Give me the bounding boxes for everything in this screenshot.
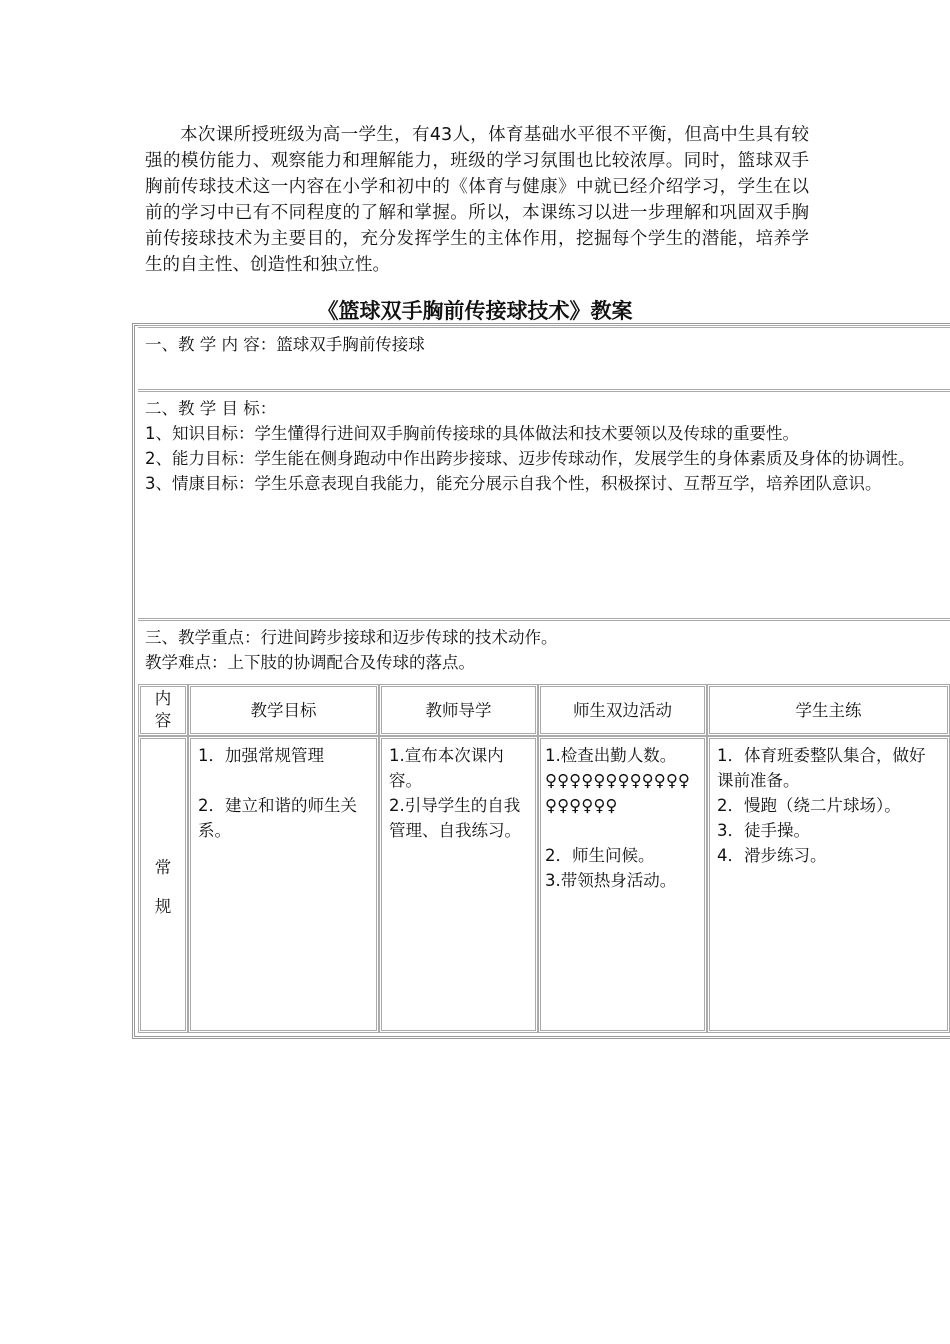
goal-item: 2．建立和谐的师生关系。 [198, 796, 357, 840]
activity-item: 2．师生问候。 [545, 846, 655, 865]
practice-item: 4．滑步练习。 [717, 846, 827, 865]
section-key-points [138, 618, 950, 686]
cell-activities [538, 736, 707, 1033]
activity-item: 1.检查出勤人数。 [545, 746, 677, 765]
goal-item: 1．加强常规管理 [198, 746, 324, 765]
goal-knowledge: 1、知识目标：学生懂得行进间双手胸前传接球的具体做法和技术要领以及传球的重要性。 [145, 424, 799, 443]
activity-item: 3.带领热身活动。 [545, 871, 677, 890]
goal-emotion: 3、情康目标：学生乐意表现自我能力，能充分展示自我个性，积极探讨、互帮互学，培养团队意识。 [145, 474, 882, 493]
teaching-goals-heading: 二、教 学 目 标： [145, 399, 277, 418]
practice-item: 2．慢跑（绕二片球场）。 [717, 796, 901, 815]
table-header-row [138, 684, 950, 736]
practice-item: 1．体育班委整队集合，做好课前准备。 [717, 746, 926, 790]
table-row-routine [138, 736, 950, 1033]
intro-paragraph: 本次课所授班级为高一学生，有43人，体育基础水平很不平衡，但高中生具有较强的模仿能力、观察能力和理解能力，班级的学习氛围也比较浓厚。同时，篮球双手胸前传球技术这一内容在小学和初中的《体育与健康》中就已经介绍学习，学生在以前的学习中已有不同程度的了解和掌握。所以，本课练习以进一步理解和巩固双手胸前传接球技术为主要目的，充分发挥学生的主体作用，挖掘每个学生的潜能，培养学生的自主性、创造性和独立性。 [145, 125, 809, 275]
header-two-way-activity: 师生双边活动 [538, 684, 707, 736]
goal-ability: 2、能力目标：学生能在侧身跑动中作出跨步接球、迈步传球动作，发展学生的身体素质及身体的协调性。 [145, 449, 915, 468]
cell-guide [379, 736, 538, 1033]
key-point-text: 三、教学重点：行进间跨步接球和迈步传球的技术动作。 [145, 628, 558, 647]
practice-item: 3．徒手操。 [717, 821, 810, 840]
section-teaching-content [138, 325, 950, 391]
difficulty-text: 教学难点：上下肢的协调配合及传球的落点。 [145, 653, 475, 672]
header-teacher-guide: 教师导学 [379, 684, 538, 736]
cell-goals [188, 736, 379, 1033]
formation-symbols: ♀♀♀♀♀♀♀♀♀♀♀♀♀♀♀♀♀♀ [545, 771, 691, 815]
lesson-table [138, 684, 950, 1033]
guide-item: 1.宣布本次课内容。 [389, 746, 504, 790]
section-teaching-goals [138, 389, 950, 621]
header-content: 内容 [138, 684, 188, 736]
cell-practice [707, 736, 950, 1033]
guide-item: 2.引导学生的自我管理、自我练习。 [389, 796, 521, 840]
category-routine: 常 规 [138, 736, 188, 1033]
header-teaching-goals: 教学目标 [188, 684, 379, 736]
teaching-content-text: 一、教 学 内 容：篮球双手胸前传接球 [145, 335, 425, 354]
header-student-practice: 学生主练 [707, 684, 950, 736]
document-title: 《篮球双手胸前传接球技术》教案 [317, 299, 633, 323]
